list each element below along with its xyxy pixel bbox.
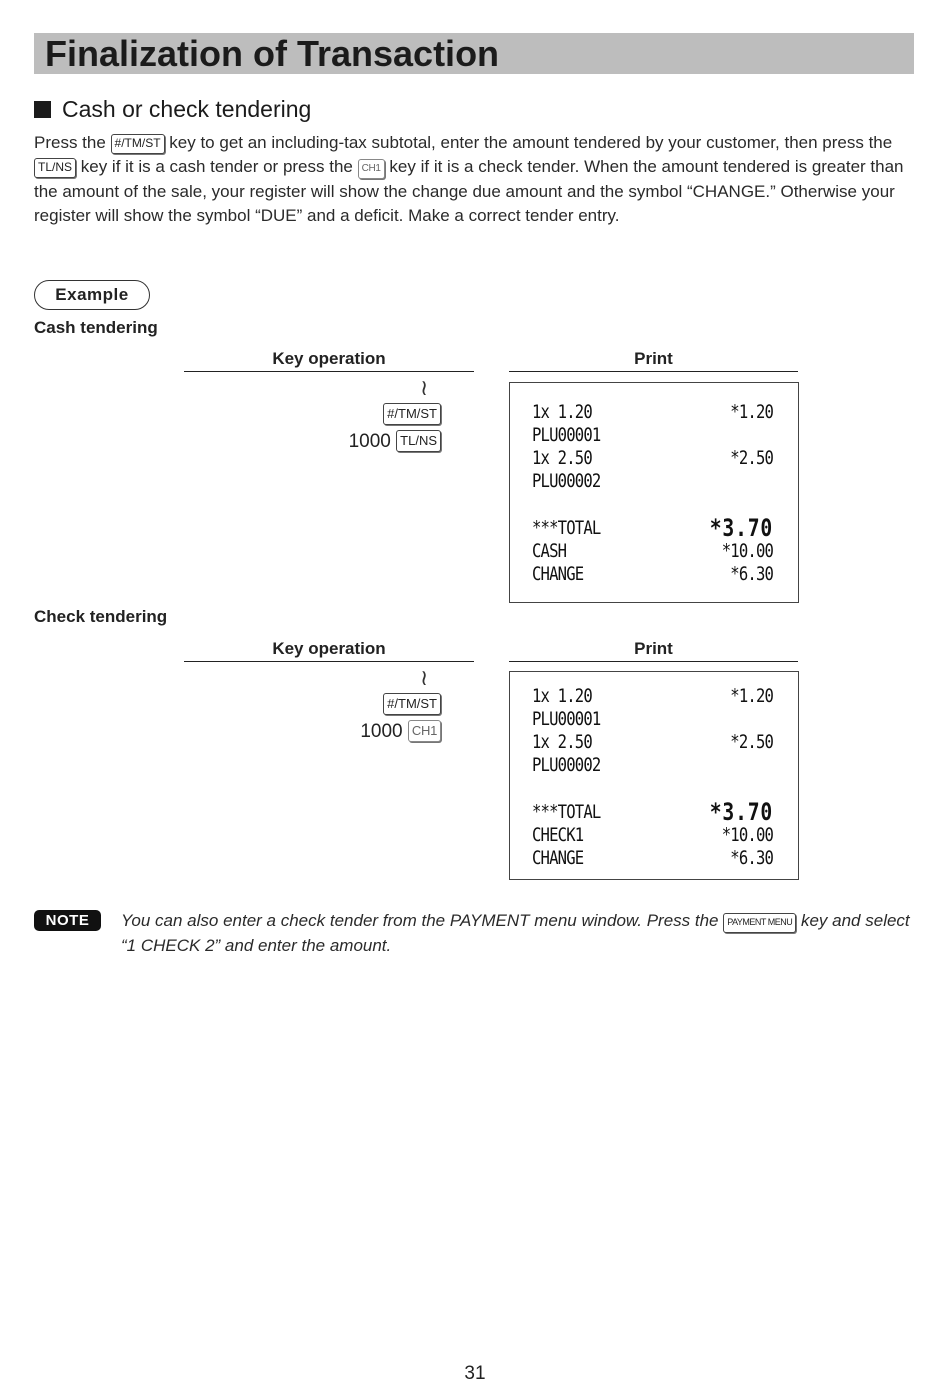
square-bullet-icon: [34, 101, 51, 118]
receipt-label: ***TOTAL: [532, 517, 601, 539]
receipt-label: PLU00002: [532, 754, 601, 776]
receipt-line: [532, 847, 774, 870]
receipt-line: [532, 563, 774, 586]
check-key: CH1: [358, 159, 385, 179]
tender-amount: 1000: [360, 721, 403, 742]
cash-key: TL/NS: [396, 430, 441, 452]
receipt-amount: *6.30: [730, 563, 774, 585]
receipt-line: [532, 824, 774, 847]
example-badge: Example: [34, 280, 150, 310]
receipt-amount: *1.20: [730, 401, 774, 423]
intro-text-2: key to get an including-tax subtotal, enter the amount tendered by your customer, then press the: [164, 133, 893, 152]
cash-receipt: [509, 382, 799, 603]
receipt-line: [532, 754, 734, 777]
receipt-line: [532, 685, 774, 708]
subtotal-key: #/TM/ST: [111, 134, 165, 154]
check-receipt: [509, 671, 799, 880]
receipt-label: 1x 2.50: [532, 731, 592, 753]
intro-paragraph: [34, 131, 914, 228]
receipt-line: [532, 470, 734, 493]
section-heading: [34, 96, 311, 123]
receipt-label: 1x 1.20: [532, 401, 592, 423]
check-key-operation-header: Key operation: [184, 639, 474, 662]
receipt-label: 1x 2.50: [532, 447, 592, 469]
cash-tendering-heading: Cash tendering: [34, 318, 158, 337]
page-number: 31: [464, 1363, 486, 1384]
receipt-label: PLU00001: [532, 708, 601, 730]
cash-key-step-1: [300, 403, 441, 426]
check-key-step-1: [300, 693, 441, 716]
intro-text-1: Press the: [34, 133, 111, 152]
receipt-label: PLU00002: [532, 470, 601, 492]
receipt-label: CHECK1: [532, 824, 584, 846]
cash-key: TL/NS: [34, 158, 76, 178]
tender-amount: 1000: [348, 431, 391, 452]
subtotal-key: #/TM/ST: [383, 403, 441, 425]
receipt-line: [532, 540, 774, 563]
receipt-label: CHANGE: [532, 563, 584, 585]
check-tendering-heading: Check tendering: [34, 607, 168, 626]
intro-text-4: key if it is a check tender. When the amount tendered is greater than the amount of the sale, your register will show the change due amount and the symbol “CHANGE.” Otherwise your register will show the symbol “DUE” and a deficit. Make a correct tender entry.: [34, 157, 904, 225]
receipt-label: ***TOTAL: [532, 801, 601, 823]
note-text-2: key and select “1 CHECK 2” and enter the amount.: [121, 911, 910, 955]
receipt-label: PLU00001: [532, 424, 601, 446]
receipt-amount: *2.50: [730, 731, 774, 753]
cash-key-operation-header: Key operation: [184, 349, 474, 372]
receipt-amount: *1.20: [730, 685, 774, 707]
page-title-bar: [34, 33, 914, 74]
wave-separator-icon: ≀: [420, 666, 429, 691]
check-key-step-2: [300, 720, 441, 743]
receipt-amount: *10.00: [721, 540, 774, 562]
receipt-label: 1x 1.20: [532, 685, 592, 707]
receipt-line: [532, 424, 734, 447]
receipt-amount: *6.30: [730, 847, 774, 869]
receipt-line: [532, 731, 774, 754]
receipt-line: [532, 798, 774, 826]
subtotal-key: #/TM/ST: [383, 693, 441, 715]
page-title: Finalization of Transaction: [45, 33, 500, 74]
cash-key-step-2: [300, 430, 441, 453]
note-text-1: You can also enter a check tender from the PAYMENT menu window. Press the: [121, 911, 724, 930]
receipt-label: CHANGE: [532, 847, 584, 869]
receipt-line: [532, 708, 734, 731]
receipt-line: [532, 401, 774, 424]
receipt-label: CASH: [532, 540, 567, 562]
receipt-amount: *10.00: [721, 824, 774, 846]
wave-separator-icon: ≀: [420, 376, 429, 401]
check-key: CH1: [408, 720, 441, 742]
receipt-line: [532, 447, 774, 470]
receipt-amount: *2.50: [730, 447, 774, 469]
receipt-amount: *3.70: [709, 798, 774, 826]
intro-text-3: key if it is a cash tender or press the: [76, 157, 358, 177]
note-text: [121, 909, 921, 958]
section-title: Cash or check tendering: [62, 96, 312, 122]
receipt-amount: *3.70: [709, 514, 774, 542]
check-print-header: Print: [509, 639, 798, 662]
note-badge: NOTE: [34, 910, 101, 931]
cash-print-header: Print: [509, 349, 798, 372]
payment-menu-key: PAYMENT MENU: [723, 913, 796, 933]
receipt-line: [532, 514, 774, 542]
